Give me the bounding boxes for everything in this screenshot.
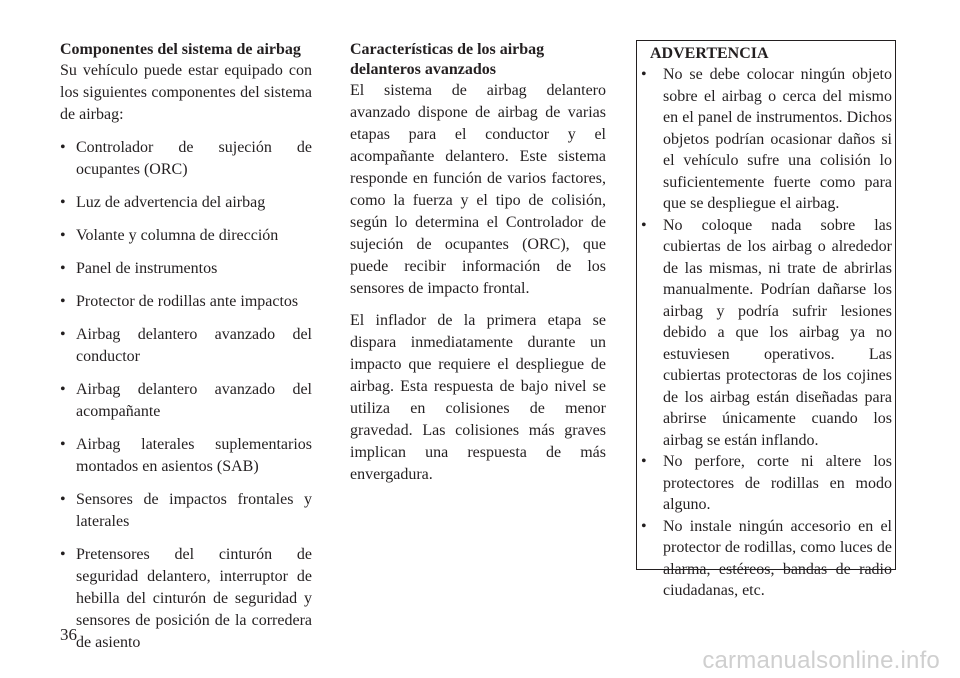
list-item: • Panel de instrumentos bbox=[60, 258, 312, 280]
list-item: • Protector de rodillas ante impactos bbox=[60, 291, 312, 313]
list-item: • Airbag laterales suplementarios montados en asientos (SAB) bbox=[60, 434, 312, 478]
warning-item: • No coloque nada sobre las cubiertas de los airbag o alrededor de las mismas, ni trate de abrirlas manualmente. Podrían dañarse los airbag y podría sufrir lesiones debido a que los airbag ya no estuviesen operativos. Las cubiertas protectoras de los cojines de los airbag están diseñadas para abrirse únicamente cuando los airbag se están inflando. bbox=[641, 215, 892, 452]
column-advanced-airbags bbox=[350, 40, 606, 486]
paragraph-inflator: El inflador de la primera etapa se dispara inmediatamente durante un impacto que requiere el despliegue de airbag. Esta respuesta de bajo nivel se utiliza en colisiones de menor gravedad. Las colisiones más graves implican una respuesta de más envergadura. bbox=[350, 312, 606, 483]
section-heading-components: Componentes del sistema de airbag bbox=[60, 41, 301, 58]
watermark: carmanualsonline.info bbox=[702, 647, 940, 674]
list-item: • Sensores de impactos frontales y laterales bbox=[60, 489, 312, 533]
page-number: 36 bbox=[60, 625, 77, 644]
warning-item: • No perfore, corte ni altere los protectores de rodillas en modo alguno. bbox=[641, 451, 892, 516]
warning-item: • No se debe colocar ningún objeto sobre el airbag o cerca del mismo en el panel de instrumentos. Dichos objetos podrían ocasionar daños si el vehículo sufre una colisión lo suficientemente fuerte como para que se despliegue el airbag. bbox=[641, 64, 892, 215]
list-item: • Volante y columna de dirección bbox=[60, 225, 312, 247]
section-heading-advanced: Características de los airbag delanteros avanzados bbox=[350, 41, 545, 78]
warning-title: ADVERTENCIA bbox=[650, 45, 769, 62]
components-list bbox=[60, 137, 312, 654]
list-item: • Airbag delantero avanzado del conductor bbox=[60, 324, 312, 368]
list-item: • Pretensores del cinturón de seguridad delantero, interruptor de hebilla del cinturón de seguridad y sensores de posición de la corredera de asiento bbox=[60, 544, 312, 654]
warning-list bbox=[641, 64, 892, 602]
list-item: • Controlador de sujeción de ocupantes (ORC) bbox=[60, 137, 312, 181]
column-airbag-components bbox=[60, 40, 312, 654]
warning-item: • No instale ningún accesorio en el protector de rodillas, como luces de alarma, estéreos, bandas de radio ciudadanas, etc. bbox=[641, 516, 892, 602]
warning-box bbox=[636, 40, 896, 599]
list-item: • Luz de advertencia del airbag bbox=[60, 192, 312, 214]
paragraph-advanced-system: El sistema de airbag delantero avanzado dispone de airbag de varias etapas para el conductor y el acompañante delantero. Este sistema responde en función de varios factores, como la fuerza y el tipo de colisión, según lo determina el Controlador de sujeción de ocupantes (ORC), que puede recibir información de los sensores de impacto frontal. bbox=[350, 82, 606, 297]
list-item: • Airbag delantero avanzado del acompañante bbox=[60, 379, 312, 423]
components-intro: Su vehículo puede estar equipado con los siguientes componentes del sistema de airbag: bbox=[60, 62, 312, 123]
